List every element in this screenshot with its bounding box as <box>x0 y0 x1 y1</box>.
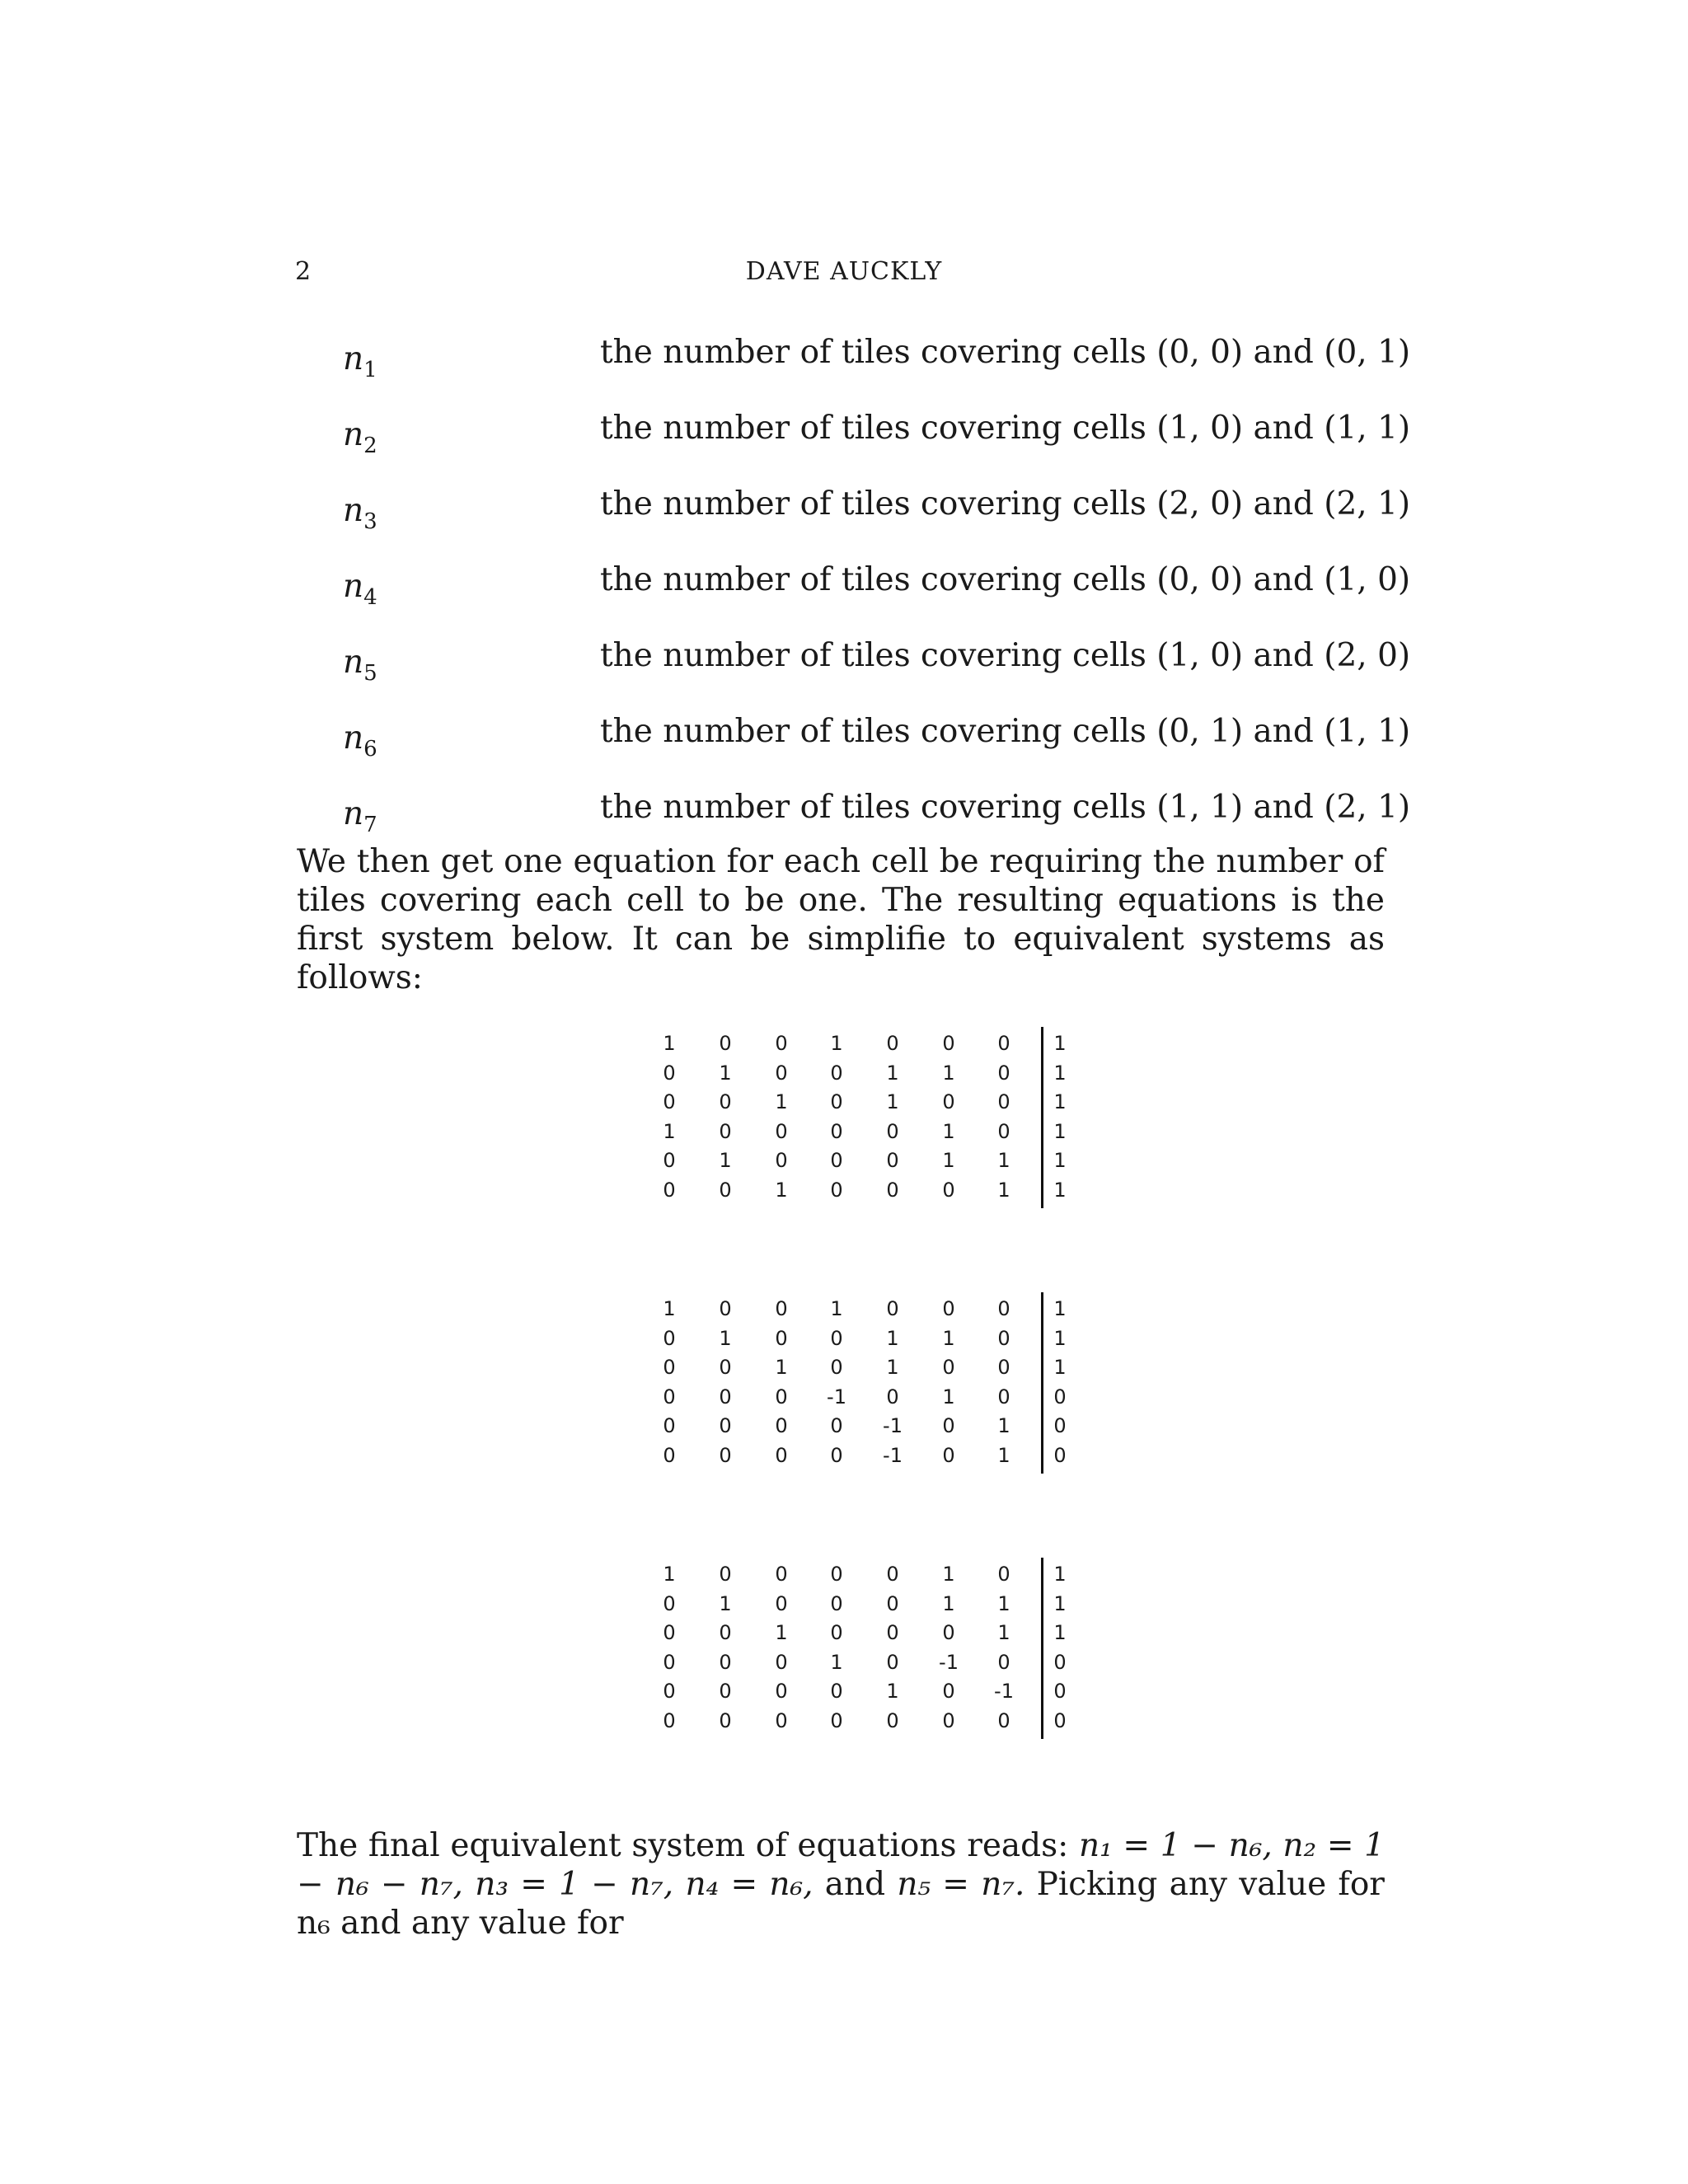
matrix-cell: 0 <box>719 1356 732 1380</box>
definition-text: the number of tiles covering cells (1, 0) and (1, 1) <box>600 410 1411 447</box>
matrix-cell: 0 <box>830 1680 843 1704</box>
variable-definitions <box>297 334 1411 865</box>
matrix-cell: 0 <box>663 1709 676 1732</box>
matrix-rhs-cell: 1 <box>1053 1032 1067 1055</box>
matrix-cell: 1 <box>775 1621 788 1645</box>
matrix-cell: 0 <box>775 1149 788 1173</box>
matrix-cell: 0 <box>775 1709 788 1732</box>
augmented-divider <box>1041 1292 1043 1474</box>
matrix-rhs-cell: 0 <box>1053 1385 1067 1408</box>
matrix-cell: -1 <box>883 1414 903 1438</box>
matrix-cell: 0 <box>719 1650 732 1674</box>
matrix-cell: 0 <box>942 1356 955 1380</box>
definition-text: the number of tiles covering cells (1, 1) and (2, 1) <box>600 789 1411 826</box>
matrix-cell: 0 <box>886 1709 899 1732</box>
matrix-cell: 0 <box>775 1326 788 1350</box>
matrix-cell: 0 <box>997 1061 1010 1085</box>
definition-variable: $n_2$ <box>343 416 377 458</box>
matrix-cell: 1 <box>942 1591 955 1615</box>
matrix-cell: 0 <box>663 1385 676 1408</box>
matrix-cell: 0 <box>775 1414 788 1438</box>
matrix-cell: 0 <box>886 1179 899 1202</box>
matrix-rhs-cell: 0 <box>1053 1680 1067 1704</box>
matrix-cell: 1 <box>997 1414 1010 1438</box>
matrix-cell: 0 <box>886 1119 899 1143</box>
matrix-cell: 0 <box>997 1032 1010 1055</box>
definition-text: the number of tiles covering cells (2, 0) and (2, 1) <box>600 485 1411 523</box>
matrix-cell: 0 <box>775 1119 788 1143</box>
equation-n2: n₂ = 1 − n₆ − n₇, <box>297 1827 1385 1903</box>
matrix-cell: 1 <box>886 1356 899 1380</box>
matrix-cell: 0 <box>719 1621 732 1645</box>
page-number: 2 <box>295 257 312 286</box>
matrix-cell: 0 <box>942 1709 955 1732</box>
matrix-cell: 1 <box>830 1650 843 1674</box>
matrix-cell: 0 <box>830 1326 843 1350</box>
matrix-cell: 0 <box>719 1680 732 1704</box>
matrix-cell: 0 <box>775 1032 788 1055</box>
matrix-cell: 0 <box>942 1179 955 1202</box>
definition-variable: $n_6$ <box>343 719 377 762</box>
definition-variable: $n_7$ <box>343 795 377 837</box>
matrix-cell: 0 <box>663 1650 676 1674</box>
matrix-cell: 0 <box>719 1385 732 1408</box>
matrix-cell: 1 <box>997 1444 1010 1467</box>
definition-row <box>297 637 1411 713</box>
definition-row <box>297 334 1411 410</box>
definition-subscript: 6 <box>363 736 377 762</box>
matrix-cell: 1 <box>997 1149 1010 1173</box>
matrix-cell: 1 <box>997 1621 1010 1645</box>
matrix-rhs-cell: 1 <box>1053 1061 1067 1085</box>
definition-variable: $n_1$ <box>343 340 377 382</box>
matrix-cell: 0 <box>663 1149 676 1173</box>
matrix-cell: 1 <box>942 1563 955 1586</box>
matrix-rhs-cell: 1 <box>1053 1326 1067 1350</box>
matrix-cell: 0 <box>719 1119 732 1143</box>
matrix-cell: 1 <box>719 1061 732 1085</box>
matrix-cell: 0 <box>663 1326 676 1350</box>
matrix-cell: 0 <box>719 1563 732 1586</box>
definition-row <box>297 485 1411 561</box>
matrix-cell: 1 <box>830 1032 843 1055</box>
matrix-cell: 1 <box>997 1179 1010 1202</box>
definition-subscript: 7 <box>363 812 377 837</box>
matrix-cell: 0 <box>942 1621 955 1645</box>
matrix-cell: 1 <box>942 1385 955 1408</box>
definition-subscript: 4 <box>363 584 377 610</box>
matrix-cell: 0 <box>886 1149 899 1173</box>
equation-n5: n₅ = n₇. <box>897 1866 1025 1903</box>
matrix-cell: 1 <box>663 1297 676 1320</box>
matrix-cell: 0 <box>663 1621 676 1645</box>
matrix-cell: 0 <box>663 1061 676 1085</box>
matrix-cell: 1 <box>663 1563 676 1586</box>
matrix-cell: 0 <box>663 1680 676 1704</box>
definition-row <box>297 561 1411 637</box>
matrix-rhs-cell: 1 <box>1053 1297 1067 1320</box>
matrix-cell: 0 <box>663 1356 676 1380</box>
and-word: and <box>824 1866 886 1903</box>
matrix-cell: 0 <box>830 1414 843 1438</box>
equation-n4: n₄ = n₆, <box>685 1866 814 1903</box>
matrix-cell: 0 <box>719 1444 732 1467</box>
matrix-rhs-cell: 1 <box>1053 1090 1067 1114</box>
matrix-cell: 0 <box>886 1621 899 1645</box>
matrix-cell: 0 <box>719 1297 732 1320</box>
definition-subscript: 1 <box>363 357 377 382</box>
matrix-cell: 1 <box>886 1061 899 1085</box>
matrix-cell: 1 <box>942 1149 955 1173</box>
matrix-cell: 1 <box>830 1297 843 1320</box>
matrix-rhs-cell: 1 <box>1053 1563 1067 1586</box>
matrix-cell: 1 <box>775 1356 788 1380</box>
definition-variable: $n_5$ <box>343 644 377 686</box>
matrix-cell: 0 <box>719 1179 732 1202</box>
matrix-cell: 1 <box>886 1326 899 1350</box>
matrix-cell: -1 <box>939 1650 959 1674</box>
matrix-cell: 1 <box>719 1149 732 1173</box>
matrix-cell: 0 <box>830 1621 843 1645</box>
final-system-lead: The final equivalent system of equations reads: <box>297 1827 1079 1864</box>
paragraph-final-system <box>297 1826 1385 1943</box>
matrix-cell: 0 <box>830 1563 843 1586</box>
running-head: DAVE AUCKLY <box>745 257 943 286</box>
paragraph-equations-intro: We then get one equation for each cell be requiring the number of tiles covering each cell to be one. The resulting equations is the first system below. It can be simplifie to equivalent systems as follows: <box>297 843 1385 996</box>
matrix-cell: 0 <box>719 1709 732 1732</box>
definition-subscript: 3 <box>363 509 377 534</box>
matrix-cell: 0 <box>886 1385 899 1408</box>
matrix-cell: 0 <box>997 1297 1010 1320</box>
matrix-cell: 0 <box>775 1650 788 1674</box>
matrix-cell: 1 <box>663 1032 676 1055</box>
matrix-cell: 0 <box>830 1179 843 1202</box>
matrix-cell: 1 <box>775 1090 788 1114</box>
matrix-cell: 0 <box>997 1563 1010 1586</box>
definition-text: the number of tiles covering cells (0, 1) and (1, 1) <box>600 713 1411 750</box>
matrix-rhs-cell: 1 <box>1053 1621 1067 1645</box>
augmented-divider <box>1041 1558 1043 1739</box>
matrix-cell: 0 <box>997 1385 1010 1408</box>
matrix-cell: 0 <box>663 1444 676 1467</box>
matrix-cell: 1 <box>942 1119 955 1143</box>
matrix-cell: 0 <box>663 1591 676 1615</box>
matrix-cell: 0 <box>663 1090 676 1114</box>
matrix-cell: 0 <box>775 1444 788 1467</box>
equation-n3: n₃ = 1 − n₇, <box>475 1866 674 1903</box>
matrix-cell: 0 <box>830 1356 843 1380</box>
matrix-rhs-cell: 1 <box>1053 1179 1067 1202</box>
matrix-cell: 0 <box>830 1090 843 1114</box>
matrix-cell: 0 <box>775 1591 788 1615</box>
matrix-cell: 0 <box>830 1591 843 1615</box>
matrix-cell: 0 <box>830 1149 843 1173</box>
definition-variable: $n_3$ <box>343 492 377 534</box>
matrix-rhs-cell: 0 <box>1053 1709 1067 1732</box>
matrix-rhs-cell: 1 <box>1053 1119 1067 1143</box>
matrix-cell: -1 <box>994 1680 1014 1704</box>
matrix-cell: 0 <box>663 1414 676 1438</box>
matrix-cell: 0 <box>997 1119 1010 1143</box>
matrix-cell: -1 <box>883 1444 903 1467</box>
matrix-cell: -1 <box>827 1385 846 1408</box>
matrix-cell: 0 <box>775 1061 788 1085</box>
matrix-cell: 1 <box>942 1326 955 1350</box>
matrix-cell: 1 <box>775 1179 788 1202</box>
matrix-cell: 0 <box>775 1385 788 1408</box>
definition-row <box>297 713 1411 789</box>
matrix-cell: 1 <box>663 1119 676 1143</box>
matrix-cell: 0 <box>997 1326 1010 1350</box>
definition-subscript: 5 <box>363 660 377 686</box>
matrix-cell: 0 <box>997 1090 1010 1114</box>
matrix-cell: 0 <box>942 1090 955 1114</box>
matrix-cell: 0 <box>886 1591 899 1615</box>
matrix-rhs-cell: 0 <box>1053 1444 1067 1467</box>
matrix-cell: 0 <box>997 1356 1010 1380</box>
matrix-cell: 1 <box>719 1591 732 1615</box>
matrix-rhs-cell: 0 <box>1053 1650 1067 1674</box>
definition-subscript: 2 <box>363 433 377 458</box>
matrix-cell: 0 <box>830 1709 843 1732</box>
matrix-cell: 0 <box>663 1179 676 1202</box>
matrix-cell: 1 <box>886 1090 899 1114</box>
matrix-cell: 0 <box>775 1680 788 1704</box>
equation-n1: n₁ = 1 − n₆, <box>1078 1827 1273 1864</box>
augmented-divider <box>1041 1027 1043 1208</box>
matrix-cell: 0 <box>830 1444 843 1467</box>
final-system-trailing: Picking any value for n₆ and any value for <box>297 1866 1385 1942</box>
matrix-cell: 0 <box>942 1032 955 1055</box>
matrix-cell: 0 <box>997 1650 1010 1674</box>
matrix-cell: 0 <box>886 1563 899 1586</box>
matrix-cell: 0 <box>997 1709 1010 1732</box>
matrix-rhs-cell: 1 <box>1053 1149 1067 1173</box>
definition-text: the number of tiles covering cells (0, 0) and (1, 0) <box>600 561 1411 598</box>
matrix-cell: 0 <box>942 1680 955 1704</box>
matrix-cell: 0 <box>830 1061 843 1085</box>
matrix-cell: 0 <box>775 1563 788 1586</box>
matrix-rhs-cell: 1 <box>1053 1356 1067 1380</box>
matrix-rhs-cell: 1 <box>1053 1591 1067 1615</box>
matrix-cell: 1 <box>886 1680 899 1704</box>
matrix-cell: 0 <box>719 1032 732 1055</box>
matrix-cell: 0 <box>775 1297 788 1320</box>
matrix-cell: 1 <box>997 1591 1010 1615</box>
matrix-cell: 0 <box>886 1650 899 1674</box>
matrix-cell: 0 <box>830 1119 843 1143</box>
matrix-cell: 1 <box>719 1326 732 1350</box>
definition-variable: $n_4$ <box>343 568 377 610</box>
matrix-rhs-cell: 0 <box>1053 1414 1067 1438</box>
matrix-cell: 0 <box>942 1297 955 1320</box>
matrix-cell: 0 <box>942 1414 955 1438</box>
matrix-cell: 0 <box>719 1414 732 1438</box>
definition-row <box>297 410 1411 485</box>
definition-text: the number of tiles covering cells (0, 0) and (0, 1) <box>600 334 1411 371</box>
matrix-cell: 0 <box>886 1032 899 1055</box>
matrix-cell: 0 <box>719 1090 732 1114</box>
definition-text: the number of tiles covering cells (1, 0) and (2, 0) <box>600 637 1411 674</box>
matrix-cell: 1 <box>942 1061 955 1085</box>
matrix-cell: 0 <box>886 1297 899 1320</box>
matrix-cell: 0 <box>942 1444 955 1467</box>
